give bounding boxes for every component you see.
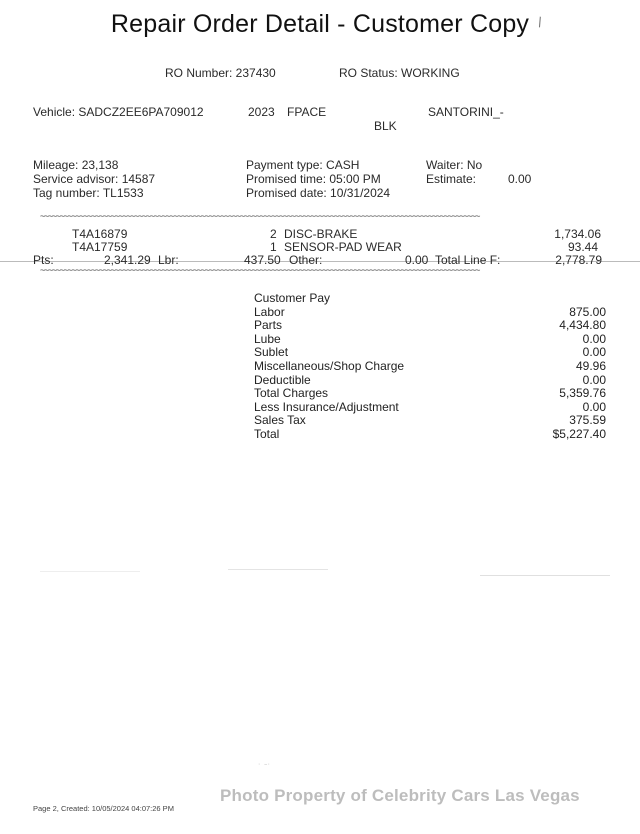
summary-label: Lube bbox=[254, 331, 281, 346]
part-description: SENSOR-PAD WEAR bbox=[284, 240, 402, 254]
summary-value: 0.00 bbox=[582, 372, 606, 387]
summary-row-sales-tax bbox=[254, 414, 606, 428]
promised-time: Promised time: 05:00 PM bbox=[246, 172, 381, 186]
part-amount: 93.44 bbox=[567, 240, 598, 254]
summary-value: $5,227.40 bbox=[552, 426, 606, 441]
summary-label: Parts bbox=[254, 318, 283, 333]
part-number: T4A17759 bbox=[72, 240, 128, 254]
part-number: T4A16879 bbox=[72, 227, 128, 241]
vehicle-color-suffix: BLK bbox=[374, 119, 397, 133]
scan-speck: ˙ ˉ˙ bbox=[258, 763, 271, 774]
lbr-value: 437.50 bbox=[244, 253, 281, 267]
vehicle-year: 2023 bbox=[248, 105, 275, 119]
divider-top: ~~~~~~~~~~~~~~~~~~~~~~~~~~~~~~~~~~~~~~~~~~~~~~~~~~~~~~~~~~~~~~~~~~~~~~~~~~~~~~~~~~~~~~~~~~~~~~~~~~~~~~~~~~~~~~~~ bbox=[40, 212, 479, 222]
summary-row-parts bbox=[254, 319, 606, 333]
scan-artifact-icon: \ bbox=[535, 13, 545, 31]
part-qty: 1 bbox=[270, 240, 277, 254]
summary-row-total-charges bbox=[254, 387, 606, 401]
summary-row-deductible bbox=[254, 374, 606, 388]
other-label: Other: bbox=[289, 253, 323, 267]
tag-number: Tag number: TL1533 bbox=[33, 186, 144, 200]
summary-row-misc-shop-charge bbox=[254, 360, 606, 374]
summary-label: Deductible bbox=[254, 372, 311, 387]
summary-row-sublet bbox=[254, 346, 606, 360]
summary-value: 0.00 bbox=[582, 399, 606, 414]
customer-pay-heading: Customer Pay bbox=[254, 291, 331, 305]
summary-value: 49.96 bbox=[575, 358, 606, 373]
part-qty: 2 bbox=[270, 227, 277, 241]
waiter: Waiter: No bbox=[426, 158, 483, 172]
scan-line bbox=[480, 575, 610, 576]
part-description: DISC-BRAKE bbox=[284, 227, 358, 241]
summary-row-labor bbox=[254, 306, 606, 320]
summary-label: Sublet bbox=[254, 345, 289, 360]
ro-number: RO Number: 237430 bbox=[165, 66, 276, 80]
scan-line bbox=[40, 571, 140, 572]
ro-status: RO Status: WORKING bbox=[339, 66, 460, 80]
page-title: Repair Order Detail - Customer Copy bbox=[110, 10, 530, 38]
watermark: Photo Property of Celebrity Cars Las Vegas bbox=[220, 786, 580, 805]
mileage: Mileage: 23,138 bbox=[33, 158, 119, 172]
total-line-value: 2,778.79 bbox=[555, 253, 602, 267]
estimate-value: 0.00 bbox=[508, 172, 532, 186]
summary-value: 5,359.76 bbox=[559, 386, 606, 401]
summary-label: Less Insurance/Adjustment bbox=[254, 399, 399, 414]
summary-label: Labor bbox=[254, 304, 285, 319]
customer-pay-summary bbox=[254, 292, 606, 442]
part-amount: 1,734.06 bbox=[554, 227, 601, 241]
divider-bottom: ~~~~~~~~~~~~~~~~~~~~~~~~~~~~~~~~~~~~~~~~~~~~~~~~~~~~~~~~~~~~~~~~~~~~~~~~~~~~~~~~~~~~~~~~~~~~~~~~~~~~~~~~~~~~~~~~ bbox=[40, 266, 479, 276]
promised-date: Promised date: 10/31/2024 bbox=[246, 186, 391, 200]
page-created-footer: Page 2, Created: 10/05/2024 04:07:26 PM bbox=[33, 804, 174, 813]
summary-row-insurance-adjustment bbox=[254, 401, 606, 415]
summary-value: 375.59 bbox=[569, 413, 606, 428]
total-line-label: Total Line F: bbox=[435, 253, 501, 267]
summary-value: 0.00 bbox=[582, 331, 606, 346]
summary-label: Miscellaneous/Shop Charge bbox=[254, 358, 405, 373]
summary-value: 0.00 bbox=[582, 345, 606, 360]
summary-value: 4,434.80 bbox=[559, 318, 606, 333]
summary-label: Sales Tax bbox=[254, 413, 306, 428]
summary-row-total bbox=[254, 428, 606, 442]
vehicle-vin: Vehicle: SADCZ2EE6PA709012 bbox=[33, 105, 204, 119]
vehicle-model: FPACE bbox=[287, 105, 327, 119]
lbr-label: Lbr: bbox=[158, 253, 179, 267]
service-advisor: Service advisor: 14587 bbox=[33, 172, 156, 186]
other-value: 0.00 bbox=[405, 253, 429, 267]
pts-value: 2,341.29 bbox=[104, 253, 151, 267]
vehicle-color: SANTORINI_- bbox=[428, 105, 504, 119]
summary-value: 875.00 bbox=[569, 304, 606, 319]
summary-label: Total bbox=[254, 426, 280, 441]
payment-type: Payment type: CASH bbox=[246, 158, 360, 172]
pts-label: Pts: bbox=[33, 253, 54, 267]
summary-row-lube bbox=[254, 333, 606, 347]
scan-line bbox=[228, 569, 328, 570]
summary-label: Total Charges bbox=[254, 386, 329, 401]
estimate-label: Estimate: bbox=[426, 172, 477, 186]
